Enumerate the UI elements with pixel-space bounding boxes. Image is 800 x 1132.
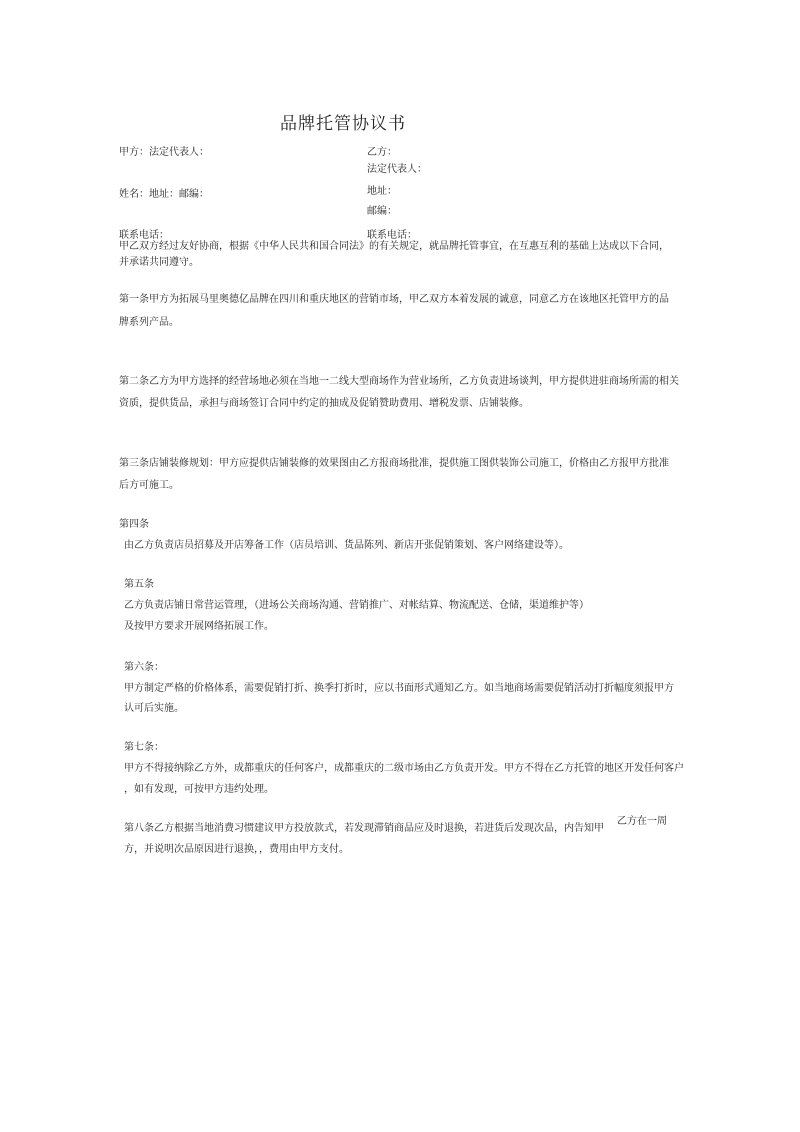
article-4-heading: 第四条 [119,519,149,530]
article-8-line-2: 方，并说明次品原因进行退换，，费用由甲方支付。 [124,844,349,855]
article-1-line-2: 牌系列产品。 [119,317,179,328]
article-7-line-2: ，如有发现，可按甲方违约处理。 [124,784,274,795]
party-b-postcode: 邮编： [367,206,397,217]
party-a-contact: 联系电话： [119,230,169,241]
party-b-label: 乙方： [367,147,397,158]
article-4-line-1: 由乙方负责店员招募及开店筹备工作（店员培训、货品陈列、新店开张促销策划、客户网络建设等）。 [124,540,569,551]
article-6-line-1: 甲方制定严格的价格体系，需要促销打折、换季打折时，应以书面形式通知乙方。如当地商场需要促销活动打折幅度须报甲方 [124,683,674,694]
document-title: 品牌托管协议书 [280,114,406,134]
article-5-line-1: 乙方负责店铺日常营运管理，（进场公关商场沟通、营销推广、对帐结算、物流配送、仓储，渠道维护等） [124,600,589,611]
article-1-line-1: 第一条甲方为拓展马里奥德亿品牌在四川和重庆地区的营销市场，甲乙双方本着发展的诚意，同意乙方在该地区托管甲方的品 [119,294,669,305]
article-3-line-1: 第三条店铺装修规划：甲方应提供店铺装修的效果图由乙方报商场批准，提供施工图供装饰公司施工，价格由乙方报甲方批准 [119,458,669,469]
article-2-line-2: 资质，提供货品，承担与商场签订合同中约定的抽成及促销赞助费用、增税发票、店铺装修。 [119,398,529,409]
party-a-rep-line: 甲方：法定代表人： [119,147,209,158]
article-8-aside: 乙方在一周 [617,816,667,827]
party-b-address: 地址： [367,186,397,197]
article-2-line-1: 第二条乙方为甲方选择的经营场地必须在当地一二线大型商场作为营业场所，乙方负责进场谈判，甲方提供进驻商场所需的相关 [119,376,679,387]
party-b-contact: 联系电话： [367,230,417,241]
article-6-line-2: 认可后实施。 [124,703,184,714]
party-b-rep: 法定代表人： [367,164,427,175]
article-7-line-1: 甲方不得接纳除乙方外，成都重庆的任何客户，成都重庆的二级市场由乙方负责开发。甲方不得在乙方托管的地区开发任何客户 [124,763,684,774]
party-a-address-line: 姓名：地址：邮编： [119,189,209,200]
article-5-heading: 第五条 [124,579,154,590]
article-6-heading: 第六条： [124,662,164,673]
article-7-heading: 第七条： [124,742,164,753]
intro-line-1: 甲乙双方经过友好协商，根据《中华人民共和国合同法》的有关规定，就品牌托管事宜，在互惠互利的基础上达成以下合同， [119,241,669,252]
article-5-line-2: 及按甲方要求开展网络拓展工作。 [124,621,274,632]
article-3-line-2: 后方可施工。 [119,480,179,491]
article-8-line-1: 第八条乙方根据当地消费习惯建议甲方投放款式，若发现滞销商品应及时退换，若进货后发现次品，内告知甲 [124,823,604,834]
intro-line-2: 并承诺共同遵守。 [119,257,199,268]
